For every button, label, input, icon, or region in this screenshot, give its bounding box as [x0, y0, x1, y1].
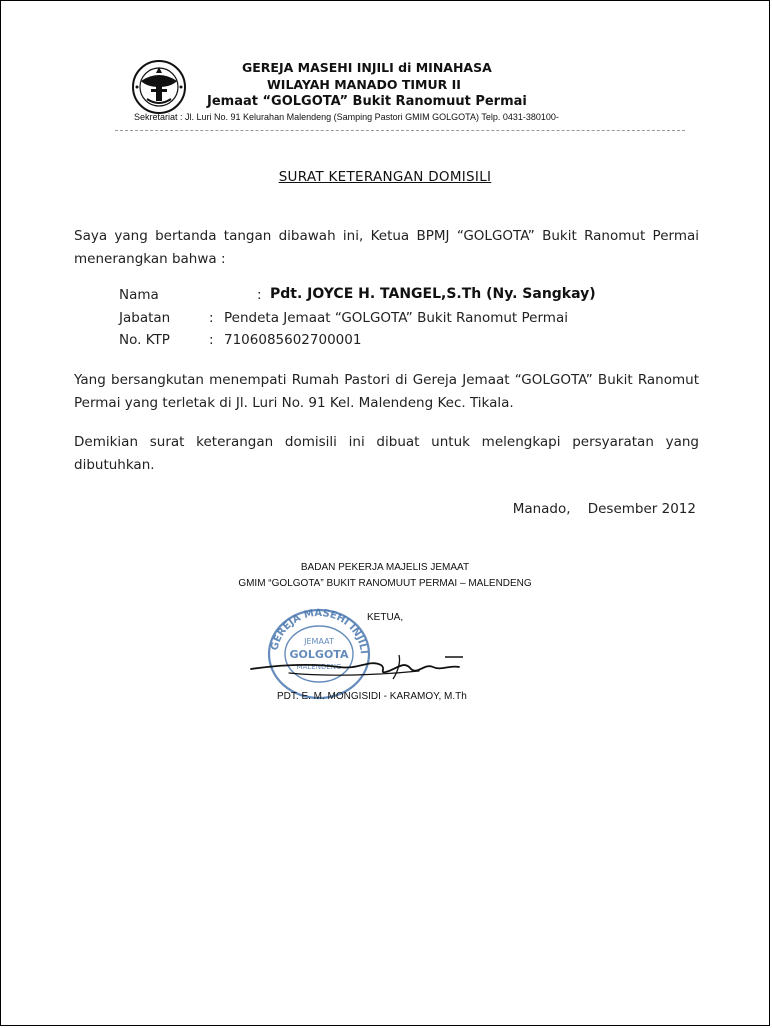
header-address: Sekretariat : Jl. Luri No. 91 Kelurahan Malendeng (Samping Pastori GMIM GOLGOTA) Telp. 0431-380100- [134, 112, 559, 122]
document-title [1, 166, 769, 185]
ktp-colon: : [209, 332, 214, 348]
header-congregation: Jemaat “GOLGOTA” Bukit Ranomuut Permai [207, 94, 527, 109]
stamp-outer-text: GEREJA MASEHI INJILI [269, 607, 369, 655]
position-label: Jabatan [119, 310, 171, 326]
ktp-label: No. KTP [119, 332, 170, 348]
stamp-inner-text-3: MALENDENG [296, 663, 342, 671]
signature-org-line1: BADAN PEKERJA MAJELIS JEMAAT [300, 562, 470, 573]
header-church-name: GEREJA MASEHI INJILI di MINAHASA [242, 60, 492, 75]
stamp-inner-text-2: GOLGOTA [289, 648, 349, 661]
statement-paragraph: Yang bersangkutan menempati Rumah Pastori di Gereja Jemaat “GOLGOTA” Bukit Ranomut Permai yang terletak di Jl. Luri No. 91 Kel. Malendeng Kec. Tikala. [74, 372, 699, 411]
gmim-emblem-icon [127, 59, 193, 115]
header-region: WILAYAH MANADO TIMUR II [267, 77, 461, 92]
handwritten-signature [249, 651, 477, 683]
document-title-text: SURAT KETERANGAN DOMISILI [278, 169, 492, 185]
intro-paragraph: Saya yang bertanda tangan dibawah ini, Ketua BPMJ “GOLGOTA” Bukit Ranomut Permai menerangkan bahwa : [74, 228, 699, 267]
header-divider [115, 130, 685, 131]
letter-date: Manado, Desember 2012 [512, 501, 696, 517]
name-label: Nama [119, 287, 159, 303]
position-value: Pendeta Jemaat “GOLGOTA” Bukit Ranomut Permai [224, 310, 568, 326]
position-colon: : [209, 310, 214, 326]
stamp-inner-text-1: JEMAAT [304, 637, 334, 646]
name-colon: : [257, 287, 262, 303]
ktp-value: 7106085602700001 [224, 332, 362, 348]
signature-role: KETUA, [367, 612, 404, 623]
name-value: Pdt. JOYCE H. TANGEL,S.Th (Ny. Sangkay) [270, 286, 596, 302]
signature-org-line2: GMIM “GOLGOTA” BUKIT RANOMUUT PERMAI – MALENDENG [238, 578, 532, 589]
signer-name: PDT. E. M. MONGISIDI - KARAMOY, M.Th [277, 691, 467, 702]
closing-paragraph: Demikian surat keterangan domisili ini dibuat untuk melengkapi persyaratan yang dibutuhkan. [74, 434, 699, 473]
